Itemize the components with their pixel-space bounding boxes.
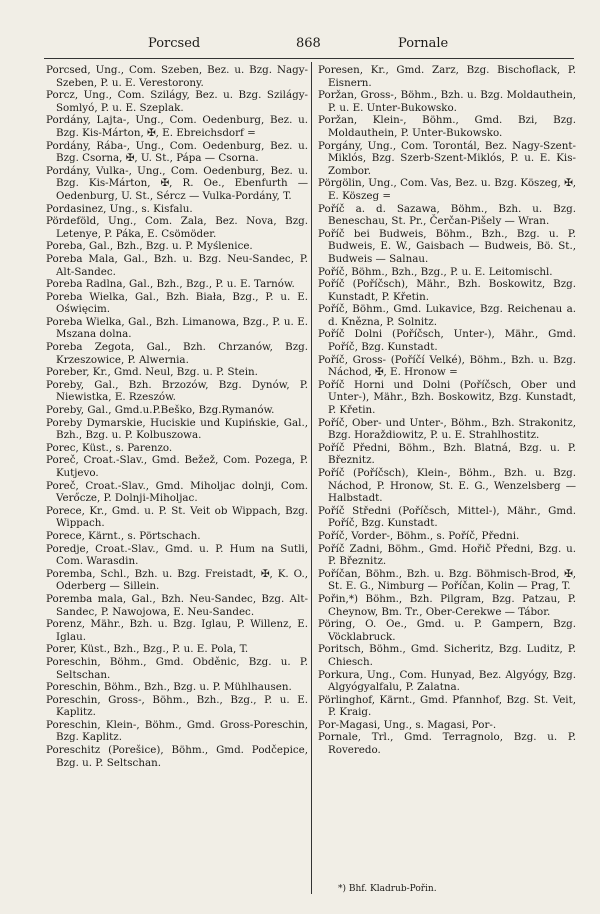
gazetteer-entry: Poříč Zadni, Böhm., Gmd. Hořič Předni, Bzg. u. P. Březnitz. — [318, 542, 576, 568]
gazetteer-entry: Poříč (Poříčsch), Klein-, Böhm., Bzh. u. Bzg. Náchod, P. Hronow, St. E. G., Wenzelsberg — Halbstadt. — [318, 467, 576, 505]
gazetteer-entry: Poříč (Poříčsch), Mähr., Bzh. Boskowitz, Bzg. Kunstadt, P. Křetin. — [318, 278, 576, 303]
gazetteer-entry: Porkura, Ung., Com. Hunyad, Bez. Algyógy, Bzg. Algyógyalfalu, P. Zalatna. — [318, 668, 576, 694]
gazetteer-entry: Poreč, Croat.-Slav., Gmd. Bežež, Com. Pozega, P. Kutjevo. — [46, 454, 308, 479]
gazetteer-entry: Poříč, Gross- (Poříčí Velké), Böhm., Bzh. u. Bzg. Náchod, ✠, E. Hronow = — [318, 353, 576, 379]
gazetteer-entry: Poreschitz (Porešice), Böhm., Gmd. Podčepice, Bzg. u. P. Seltschan. — [46, 744, 308, 769]
gazetteer-entry: Poreba, Gal., Bzh., Bzg. u. P. Myślenice. — [46, 240, 253, 253]
header-rule — [44, 58, 574, 59]
gazetteer-entry: Porer, Küst., Bzh., Bzg., P. u. E. Pola, T. — [46, 643, 249, 656]
gazetteer-entry: Pordány, Rába-, Ung., Com. Oedenburg, Bez. u. Bzg. Csorna, ✠, U. St., Pápa — Csorna. — [46, 139, 308, 165]
page-number: 868 — [296, 36, 321, 51]
gazetteer-entry: Poreba Mala, Gal., Bzh. u. Bzg. Neu-Sandec, P. Alt-Sandec. — [46, 252, 308, 278]
gazetteer-entry: Poříč a. d. Sazawa, Böhm., Bzh. u. Bzg. Beneschau, St. Pr., Čerčan-Pišely — Wran. — [318, 202, 576, 228]
gazetteer-entry: Poržan, Klein-, Böhm., Gmd. Bzi, Bzg. Moldauthein, P. Unter-Bukowsko. — [318, 114, 576, 139]
gazetteer-entry: Poreba Zegota, Gal., Bzh. Chrzanów, Bzg. Krzeszowice, P. Alwernia. — [46, 341, 308, 366]
gazetteer-entry: Pordasinez, Ung., s. Kisfalu. — [46, 202, 193, 215]
gazetteer-entry: Porcsed, Ung., Com. Szeben, Bez. u. Bzg. Nagy-Szeben, P. u. E. Verestorony. — [46, 64, 308, 89]
page-header — [44, 36, 556, 54]
header-right-keyword: Pornale — [398, 36, 449, 51]
right-column — [318, 64, 576, 757]
gazetteer-entry: Poresen, Kr., Gmd. Zarz, Bzg. Bischoflack, P. Eisnern. — [318, 64, 576, 89]
gazetteer-entry: Pořin,*) Böhm., Bzh. Pilgram, Bzg. Patzau, P. Cheynow, Bm. Tr., Ober-Cerekwe — Tábor. — [318, 592, 576, 618]
gazetteer-entry: Poreč, Croat.-Slav., Gmd. Miholjac dolnji, Com. Verőcze, P. Dolnji-Miholjac. — [46, 479, 308, 505]
gazetteer-entry: Poříč bei Budweis, Böhm., Bzh., Bzg. u. P. Budweis, E. W., Gaisbach — Budweis, Bö. St., Budweis — Salnau. — [318, 227, 576, 265]
header-left-keyword: Porcsed — [148, 36, 201, 51]
gazetteer-entry: Poříč Dolni (Poříčsch, Unter-), Mähr., Gmd. Poříč, Bzg. Kunstadt. — [318, 328, 576, 354]
gazetteer-entry: Porgány, Ung., Com. Torontál, Bez. Nagy-Szent-Miklós, Bzg. Szerb-Szent-Miklós, P. u. E. Kis-Zombor. — [318, 139, 576, 177]
gazetteer-entry: Porcz, Ung., Com. Szilágy, Bez. u. Bzg. Szilágy-Somlyó, P. u. E. Szeplak. — [46, 89, 308, 114]
gazetteer-entry: Por-Magasi, Ung., s. Magasi, Por-. — [318, 718, 497, 731]
gazetteer-entry: Poříč Středni (Poříčsch, Mittel-), Mähr., Gmd. Poříč, Bzg. Kunstadt. — [318, 504, 576, 530]
gazetteer-entry: Porece, Kärnt., s. Pörtschach. — [46, 529, 201, 542]
gazetteer-entry: Porenz, Mähr., Bzh. u. Bzg. Iglau, P. Willenz, E. Iglau. — [46, 618, 308, 643]
gazetteer-entry: Poremba mala, Gal., Bzh. Neu-Sandec, Bzg. Alt-Sandec, P. Nawojowa, E. Neu-Sandec. — [46, 592, 308, 618]
gazetteer-entry: Pörlinghof, Kärnt., Gmd. Pfannhof, Bzg. St. Veit, P. Kraig. — [318, 693, 576, 719]
gazetteer-entry: Poříč Horni und Dolni (Poříčsch, Ober und Unter-), Mähr., Bzh. Boskowitz, Bzg. Kunstadt, P. Křetin. — [318, 378, 576, 417]
gazetteer-entry: Poreby, Gal., Gmd.u.P.Beško, Bzg.Rymanów. — [46, 404, 275, 417]
gazetteer-entry: Poříč, Vorder-, Böhm., s. Poříč, Předni. — [318, 529, 520, 542]
gazetteer-entry: Poreba Radlna, Gal., Bzh., Bzg., P. u. E. Tarnów. — [46, 278, 295, 291]
gazetteer-entry: Poreby, Gal., Bzh. Brzozów, Bzg. Dynów, P. Niewistka, E. Rzeszów. — [46, 378, 308, 404]
gazetteer-entry: Pörgölin, Ung., Com. Vas, Bez. u. Bzg. Köszeg, ✠, E. Köszeg = — [318, 177, 576, 202]
gazetteer-entry: Poříč, Böhm., Bzh., Bzg., P. u. E. Leitomischl. — [318, 265, 553, 278]
gazetteer-entry: Poritsch, Böhm., Gmd. Sicheritz, Bzg. Luditz, P. Chiesch. — [318, 643, 576, 668]
gazetteer-entry: Pördeföld, Ung., Com. Zala, Bez. Nova, Bzg. Letenye, P. Páka, E. Csömöder. — [46, 215, 308, 240]
gazetteer-entry: Poříčan, Böhm., Bzh. u. Bzg. Böhmisch-Brod, ✠, St. E. G., Nimburg — Poříčan, Kolin — Prag, T. — [318, 567, 576, 593]
footnote: *) Bhf. Kladrub-Pořin. — [338, 884, 437, 894]
left-column — [46, 64, 308, 769]
gazetteer-entry: Poreba Wielka, Gal., Bzh. Limanowa, Bzg., P. u. E. Mszana dolna. — [46, 315, 308, 341]
gazetteer-entry: Pornale, Trl., Gmd. Terragnolo, Bzg. u. P. Roveredo. — [318, 731, 576, 757]
gazetteer-entry: Poremba, Schl., Bzh. u. Bzg. Freistadt, ✠, K. O., Oderberg — Sillein. — [46, 567, 308, 593]
gazetteer-entry: Porece, Kr., Gmd. u. P. St. Veit ob Wippach, Bzg. Wippach. — [46, 504, 308, 530]
gazetteer-entry: Pöring, O. Oe., Gmd. u. P. Gampern, Bzg. Vöcklabruck. — [318, 618, 576, 643]
gazetteer-entry: Poreschin, Böhm., Bzh., Bzg. u. P. Mühlhausen. — [46, 681, 292, 694]
gazetteer-entry: Poredje, Croat.-Slav., Gmd. u. P. Hum na Sutli, Com. Warasdin. — [46, 542, 308, 568]
gazetteer-entry: Poříč, Böhm., Gmd. Lukavice, Bzg. Reichenau a. d. Knězna, P. Solnitz. — [318, 303, 576, 328]
gazetteer-entry: Poreschin, Klein-, Böhm., Gmd. Gross-Poreschin, Bzg. Kaplitz. — [46, 718, 308, 744]
gazetteer-entry: Poreschin, Gross-, Böhm., Bzh., Bzg., P. u. E. Kaplitz. — [46, 693, 308, 719]
gazetteer-entry: Poržan, Gross-, Böhm., Bzh. u. Bzg. Moldauthein, P. u. E. Unter-Bukowsko. — [318, 89, 576, 114]
gazetteer-entry: Poreber, Kr., Gmd. Neul, Bzg. u. P. Stein. — [46, 366, 258, 379]
gazetteer-entry: Pordány, Lajta-, Ung., Com. Oedenburg, Bez. u. Bzg. Kis-Márton, ✠, E. Ebreichsdorf = — [46, 114, 308, 139]
gazetteer-entry: Poreby Dymarskie, Huciskie und Kupińskie, Gal., Bzh., Bzg. u. P. Kolbuszowa. — [46, 416, 308, 442]
gazetteer-entry: Poříč Předni, Böhm., Bzh. Blatná, Bzg. u. P. Březnitz. — [318, 441, 576, 467]
gazetteer-entry: Porec, Küst., s. Parenzo. — [46, 441, 173, 454]
gazetteer-entry: Poreschin, Böhm., Gmd. Obděnic, Bzg. u. P. Seltschan. — [46, 655, 308, 681]
gazetteer-entry: Poreba Wielka, Gal., Bzh. Biała, Bzg., P. u. E. Oświęcim. — [46, 290, 308, 316]
gazetteer-entry: Pordány, Vulka-, Ung., Com. Oedenburg, Bez. u. Bzg. Kis-Márton, ✠, R. Oe., Ebenfurth — Oedenburg, U. St., Sércz — Vulka-Pordány, T. — [46, 164, 308, 202]
gazetteer-entry: Poříč, Ober- und Unter-, Böhm., Bzh. Strakonitz, Bzg. Horaždiowitz, P. u. E. Strahlhostitz. — [318, 416, 576, 442]
column-divider — [311, 62, 312, 894]
